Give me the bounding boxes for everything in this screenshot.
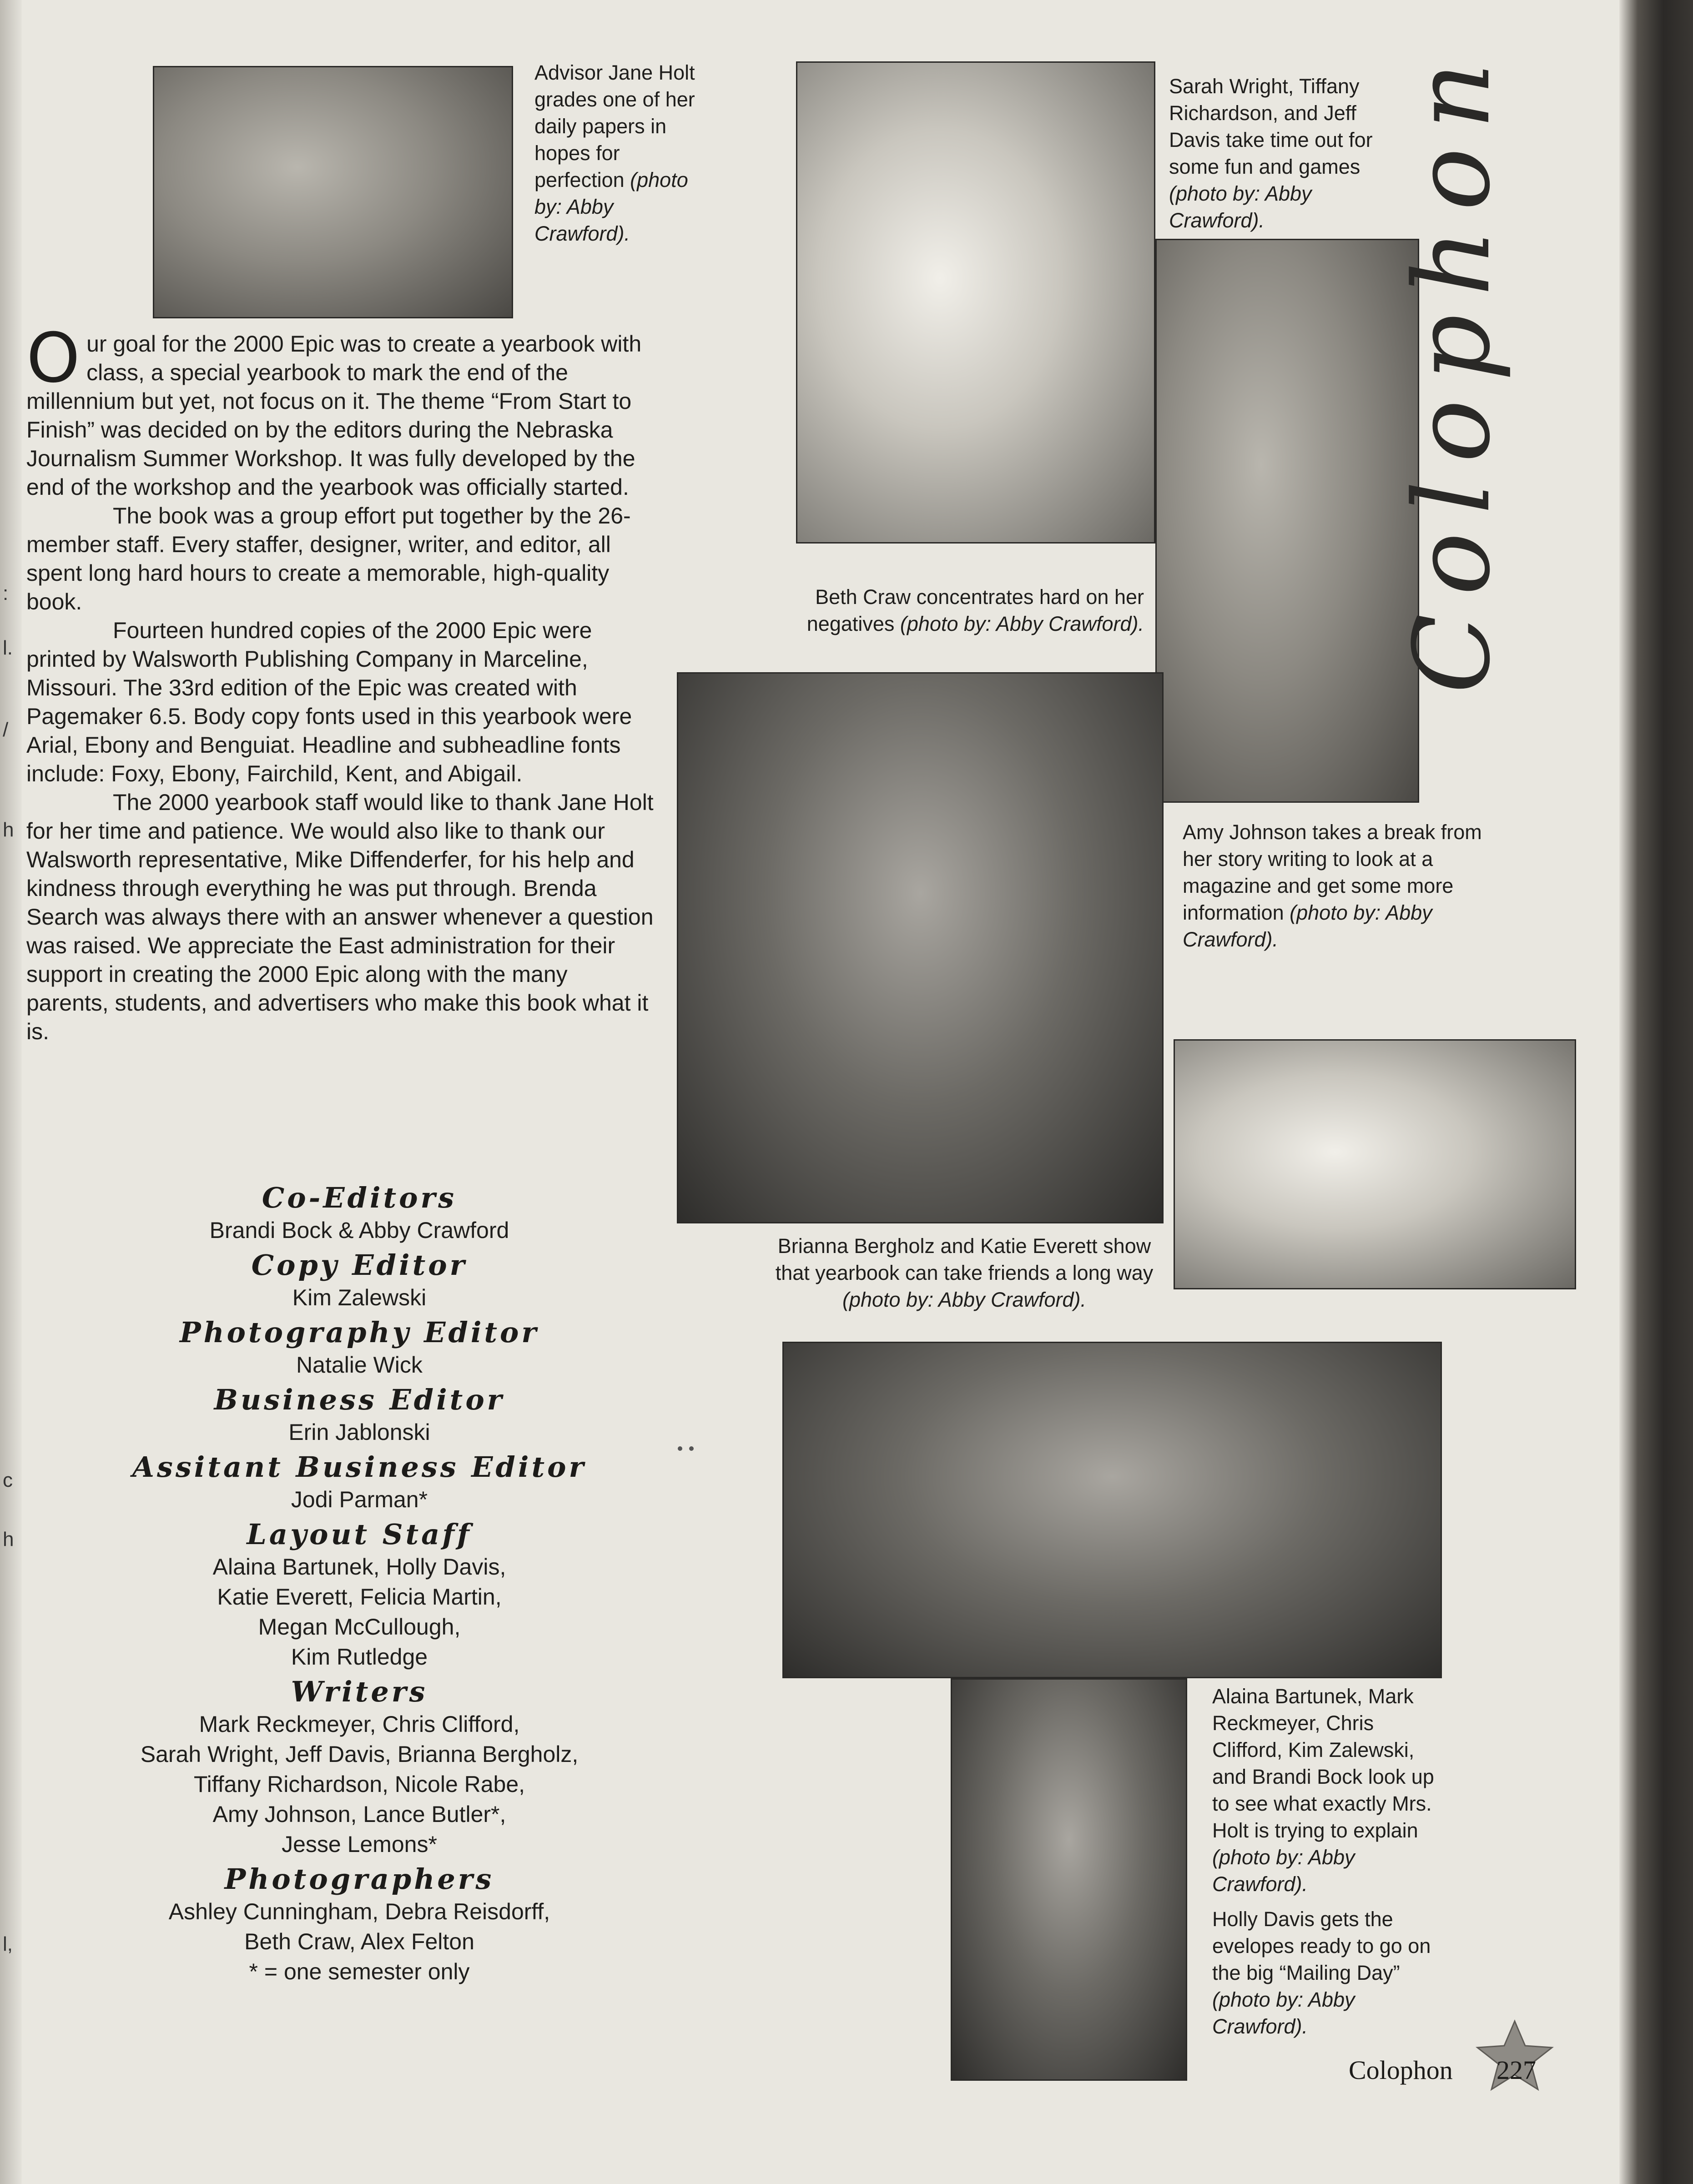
print-speck — [689, 1446, 694, 1451]
staff-names: Erin Jablonski — [288, 1419, 430, 1445]
facing-page-fragment: / — [3, 719, 9, 741]
photo-friends — [1174, 1039, 1576, 1289]
photo-magazine — [677, 672, 1164, 1223]
staff-role: Photography Editor — [179, 1316, 539, 1349]
caption-friends: Brianna Bergholz and Katie Everett show that yearbook can take friends a long way (photo by: Abby Crawford). — [775, 1234, 1154, 1311]
caption-looking-up: Alaina Bartunek, Mark Reckmeyer, Chris Clifford, Kim Zalewski, and Brandi Bock look up to see what exactly Mrs. Holt is trying to explain (photo by: Abby Crawford). — [1212, 1685, 1434, 1896]
staff-role: Writers — [291, 1675, 428, 1708]
staff-names: Jesse Lemons* — [282, 1832, 437, 1857]
staff-names: Alaina Bartunek, Holly Davis, — [212, 1554, 506, 1580]
staff-group-co-editors — [91, 1181, 628, 1245]
staff-group-business-editor — [91, 1383, 628, 1447]
caption-mailing-day: Holly Davis gets the evelopes ready to go on the big “Mailing Day” (photo by: Abby Crawford). — [1212, 1907, 1431, 2038]
facing-page-fragment: l, — [3, 1933, 13, 1955]
body-paragraph-3: Fourteen hundred copies of the 2000 Epic were printed by Walsworth Publishing Company in Marceline, Missouri. The 33rd edition of the Epic was created with Pagemaker 6.5. Body copy fonts used in this yearbook were Arial, Ebony and Benguiat. Headline and subheadline fonts include: Foxy, Ebony, Fairchild, Kent, and Abigail. — [26, 618, 632, 786]
facing-page-fragment: h — [3, 1528, 14, 1550]
semester-footnote: * = one semester only — [249, 1959, 470, 1984]
book-binding-edge — [1619, 0, 1693, 2184]
caption-negatives: Beth Craw concentrates hard on her negatives (photo by: Abby Crawford). — [806, 585, 1144, 635]
staff-names: Mark Reckmeyer, Chris Clifford, — [199, 1711, 520, 1737]
staff-role: Copy Editor — [251, 1248, 468, 1282]
facing-page-fragment: h — [3, 819, 14, 841]
staff-group-assistant-business-editor — [91, 1450, 628, 1515]
photo-fun-and-games — [796, 61, 1155, 543]
staff-group-layout-staff — [91, 1517, 628, 1672]
print-speck — [678, 1446, 682, 1451]
staff-group-writers — [91, 1675, 628, 1859]
staff-group-photographers — [91, 1862, 628, 1957]
page-number: 227 — [1496, 2055, 1536, 2085]
staff-names: Ashley Cunningham, Debra Reisdorff, — [168, 1899, 550, 1924]
caption-advisor: Advisor Jane Holt grades one of her daily papers in hopes for perfection (photo by: Abby Crawford). — [534, 61, 695, 245]
staff-role: Layout Staff — [247, 1518, 472, 1551]
facing-page-edge — [0, 0, 22, 2184]
staff-role: Assitant Business Editor — [132, 1450, 587, 1484]
facing-page-fragment: c — [3, 1469, 13, 1491]
body-paragraph-2: The book was a group effort put together by the 26-member staff. Every staffer, designer, writer, and editor, all spent long hard hours to create a memorable, high-quality book. — [26, 503, 631, 614]
section-title-vertical: Colophon — [1392, 44, 1513, 694]
facing-page-fragment: l. — [3, 637, 13, 659]
drop-cap: O — [26, 319, 81, 398]
staff-names: Katie Everett, Felicia Martin, — [217, 1584, 502, 1610]
staff-names: Megan McCullough, — [258, 1614, 461, 1640]
staff-group-photography-editor — [91, 1315, 628, 1380]
staff-list — [91, 1178, 628, 1987]
photo-looking-up — [782, 1342, 1442, 1678]
staff-names: Kim Zalewski — [292, 1285, 427, 1310]
staff-names: Beth Craw, Alex Felton — [244, 1929, 474, 1954]
photo-advisor-grading — [153, 66, 513, 318]
staff-names: Sarah Wright, Jeff Davis, Brianna Bergholz, — [140, 1741, 579, 1767]
staff-role: Co-Editors — [262, 1181, 457, 1214]
staff-role: Photographers — [224, 1862, 494, 1896]
caption-magazine: Amy Johnson takes a break from her story writing to look at a magazine and get some more information (photo by: Abby Crawford). — [1183, 820, 1482, 951]
staff-role: Business Editor — [214, 1383, 505, 1416]
photo-negatives — [1155, 239, 1419, 803]
facing-page-fragment: : — [3, 582, 9, 604]
footer-section-label: Colophon — [1349, 2055, 1453, 2085]
body-paragraph-4: The 2000 yearbook staff would like to thank Jane Holt for her time and patience. We would also like to thank our Walsworth representative, Mike Diffenderfer, for his help and kindness through everything he was put through. Brenda Search was always there with an answer whenever a question was raised. We appreciate the East administration for their support in creating the 2000 Epic along with the many parents, students, and advertisers who make this book what it is. — [26, 790, 654, 1044]
body-paragraph-1: Our goal for the 2000 Epic was to create a yearbook with class, a special yearbook to mark the end of the millennium but yet, not focus on it. The theme “From Start to Finish” was decided on by the editors during the Nebraska Journalism Summer Workshop. It was fully developed by the end of the workshop and the yearbook was officially started. — [26, 319, 642, 500]
staff-names: Amy Johnson, Lance Butler*, — [212, 1802, 506, 1827]
body-copy — [26, 319, 654, 1046]
staff-names: Natalie Wick — [296, 1352, 423, 1378]
staff-names: Tiffany Richardson, Nicole Rabe, — [193, 1771, 525, 1797]
caption-fun-and-games: Sarah Wright, Tiffany Richardson, and Jeff Davis take time out for some fun and games (photo by: Abby Crawford). — [1169, 75, 1373, 232]
staff-names: Brandi Bock & Abby Crawford — [209, 1218, 509, 1243]
staff-names: Kim Rutledge — [291, 1644, 428, 1670]
staff-group-copy-editor — [91, 1248, 628, 1313]
photo-mailing-day — [951, 1678, 1187, 2081]
staff-names: Jodi Parman* — [291, 1487, 428, 1512]
